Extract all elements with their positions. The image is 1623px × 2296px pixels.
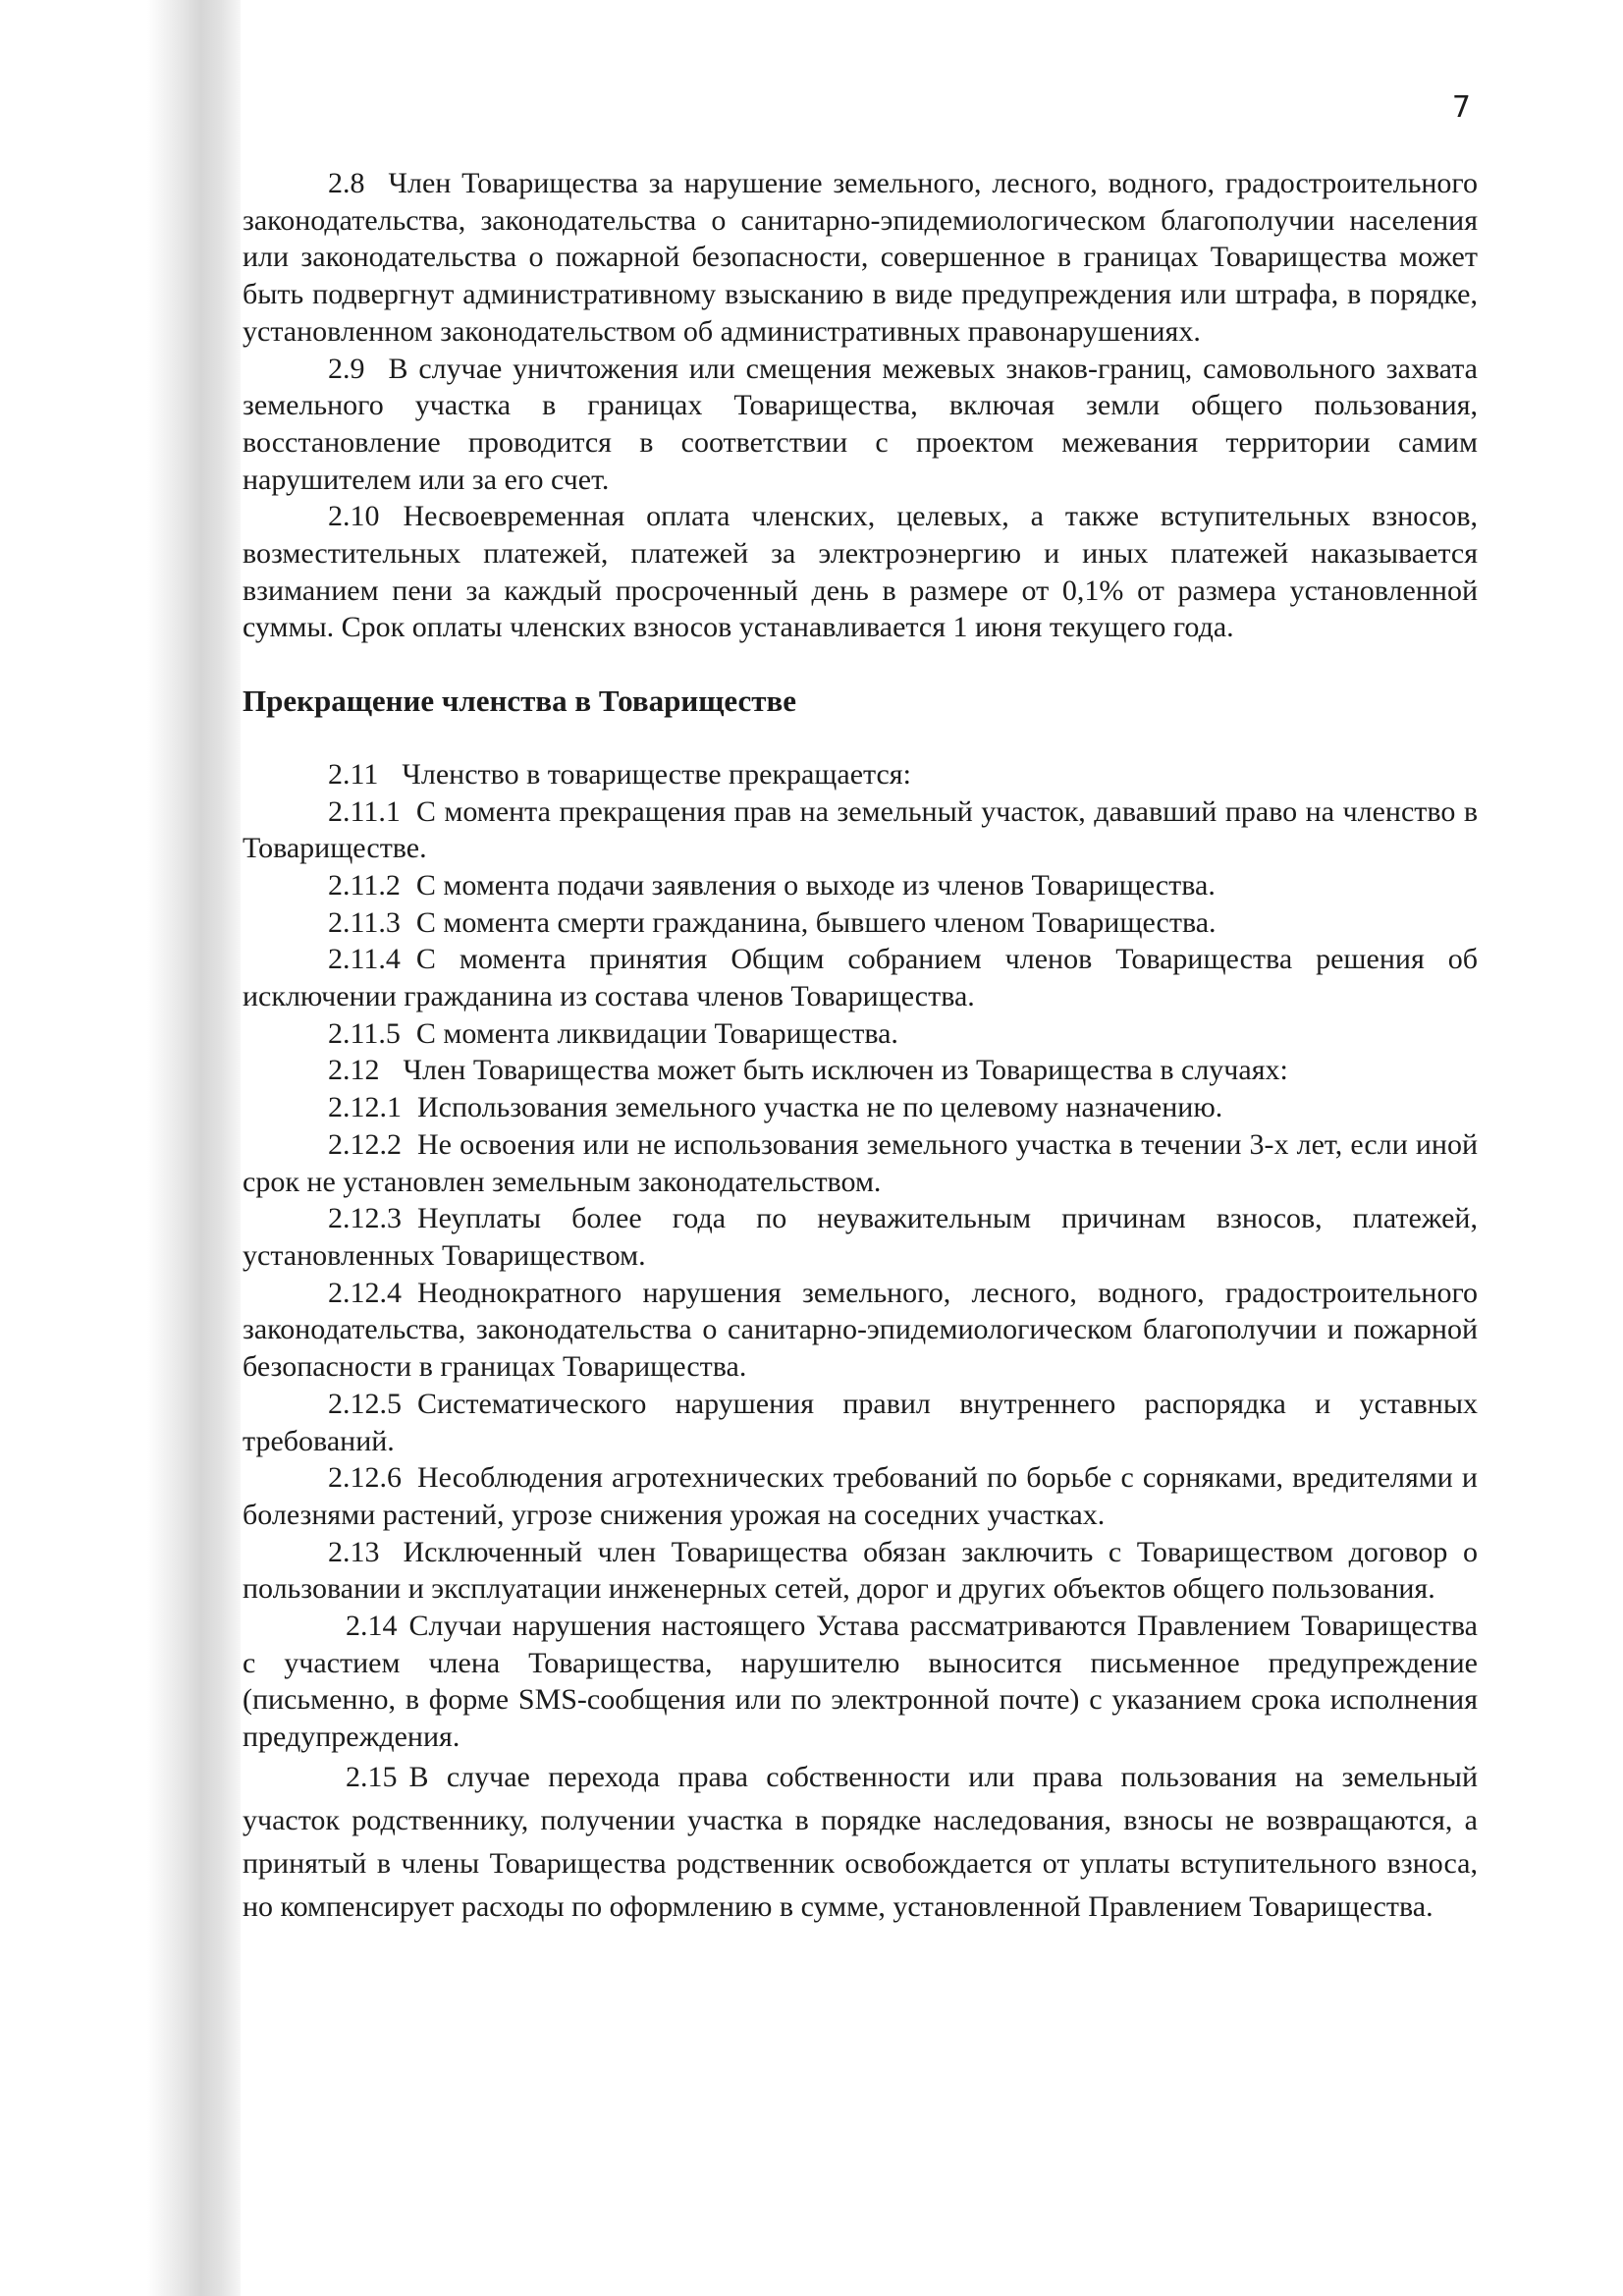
clause-number: 2.11.3 — [328, 905, 401, 939]
clause-number: 2.11.5 — [328, 1016, 401, 1050]
clause-number: 2.14 — [346, 1610, 398, 1643]
clause-2-11-5 — [243, 1015, 1478, 1053]
clause-text: Использования земельного участка не по целевому назначению. — [417, 1091, 1223, 1124]
clause-number: 2.15 — [346, 1760, 398, 1793]
clause-2-12-3 — [243, 1200, 1478, 1274]
clause-2-12-1 — [243, 1089, 1478, 1126]
clause-2-14 — [243, 1608, 1478, 1756]
clause-text: Неуплаты более года по неуважительным причинам взносов, платежей, установленных Товариществом. — [243, 1202, 1478, 1272]
clause-number: 2.11 — [328, 757, 379, 791]
clause-number: 2.12.5 — [328, 1387, 402, 1420]
clause-text: В случае уничтожения или смещения межевых знаков-границ, самовольного захвата земельного участка в границах Товарищества, включая земли общего пользования, восстановление проводится в соответствии с проектом межевания территории самим нарушителем или за его счет. — [243, 352, 1478, 496]
clause-text: Не освоения или не использования земельного участка в течении 3-х лет, если иной срок не установлен земельным законодательством. — [243, 1127, 1478, 1198]
clause-number: 2.11.2 — [328, 868, 401, 902]
document-body — [243, 165, 1478, 1929]
clause-number: 2.12.4 — [328, 1276, 402, 1309]
clause-2-12-2 — [243, 1126, 1478, 1200]
scan-shadow — [0, 0, 241, 2296]
clause-text: Систематического нарушения правил внутреннего распорядка и уставных требований. — [243, 1387, 1478, 1457]
clause-text: С момента прекращения прав на земельный участок, дававший право на членство в Товариществе. — [243, 794, 1478, 865]
clause-number: 2.11.1 — [328, 794, 401, 828]
clause-text: Членство в товариществе прекращается: — [402, 757, 911, 791]
clause-text: В случае перехода права собственности или права пользования на земельный участок родственнику, получении участка в порядке наследования, взносы не возвращаются, а принятый в члены Товарищества родственник освобождается от уплаты вступительного взноса, но компенсирует расходы по оформлению в сумме, установленной Правлением Товарищества. — [243, 1760, 1478, 1923]
clause-number: 2.12.1 — [328, 1091, 402, 1124]
clause-text: Член Товарищества может быть исключен из Товарищества в случаях: — [403, 1054, 1288, 1087]
clause-number: 2.12.3 — [328, 1202, 402, 1235]
clause-text: С момента смерти гражданина, бывшего членом Товарищества. — [415, 905, 1217, 939]
clause-text: С момента ликвидации Товарищества. — [415, 1016, 898, 1050]
clause-2-11 — [243, 756, 1478, 793]
clause-number: 2.13 — [328, 1535, 380, 1568]
clause-number: 2.12 — [328, 1054, 380, 1087]
clause-2-11-3 — [243, 904, 1478, 942]
clause-2-12-6 — [243, 1459, 1478, 1533]
clause-2-9 — [243, 351, 1478, 499]
clause-text: Исключенный член Товарищества обязан заключить с Товариществом договор о пользовании и эксплуатации инженерных сетей, дорог и других объектов общего пользования. — [243, 1535, 1478, 1606]
clause-text: Несвоевременная оплата членских, целевых, а также вступительных взносов, возместительных платежей, платежей за электроэнергию и иных платежей наказывается взиманием пени за каждый просроченный день в размере от 0,1% от размера установленной суммы. Срок оплаты членских взносов устанавливается 1 июня текущего года. — [243, 500, 1478, 644]
clause-2-12-5 — [243, 1386, 1478, 1459]
clause-2-8 — [243, 165, 1478, 351]
clause-2-12-4 — [243, 1275, 1478, 1386]
clause-2-15 — [243, 1756, 1478, 1929]
clause-text: Неоднократного нарушения земельного, лесного, водного, градостроительного законодательства, законодательства о санитарно-эпидемиологическом благополучии и пожарной безопасности в границах Товарищества. — [243, 1276, 1478, 1384]
clause-text: С момента подачи заявления о выходе из членов Товарищества. — [415, 868, 1216, 902]
clause-text: Член Товарищества за нарушение земельного, лесного, водного, градостроительного законодательства, законодательства о санитарно-эпидемиологическом благополучии населения или законодательства о пожарной безопасности, совершенное в границах Товарищества может быть подвергнут административному взысканию в виде предупреждения или штрафа, в порядке, установленном законодательством об административных правонарушениях. — [243, 167, 1478, 348]
clause-2-11-4 — [243, 941, 1478, 1014]
clause-text: Несоблюдения агротехнических требований по борьбе с сорняками, вредителями и болезнями растений, угрозе снижения урожая на соседних участках. — [243, 1461, 1478, 1531]
clause-2-11-1 — [243, 793, 1478, 867]
clause-number: 2.8 — [328, 167, 365, 199]
clause-text: Случаи нарушения настоящего Устава рассматриваются Правлением Товарищества с участием члена Товарищества, нарушителю выносится письменное предупреждение (письменно, в форме SMS-сообщения или по электронной почте) с указанием срока исполнения предупреждения. — [243, 1610, 1478, 1754]
clause-number: 2.11.4 — [328, 943, 401, 976]
clause-2-12 — [243, 1052, 1478, 1089]
page-number: 7 — [1451, 90, 1471, 125]
clause-number: 2.9 — [328, 352, 365, 385]
clause-number: 2.12.6 — [328, 1461, 402, 1495]
clause-2-10 — [243, 498, 1478, 646]
clause-text: С момента принятия Общим собранием членов Товарищества решения об исключении гражданина из состава членов Товарищества. — [243, 943, 1478, 1013]
clause-2-13 — [243, 1534, 1478, 1608]
clause-number: 2.10 — [328, 500, 380, 533]
clause-number: 2.12.2 — [328, 1127, 402, 1161]
section-heading: Прекращение членства в Товариществе — [243, 683, 796, 719]
clause-2-11-2 — [243, 867, 1478, 904]
